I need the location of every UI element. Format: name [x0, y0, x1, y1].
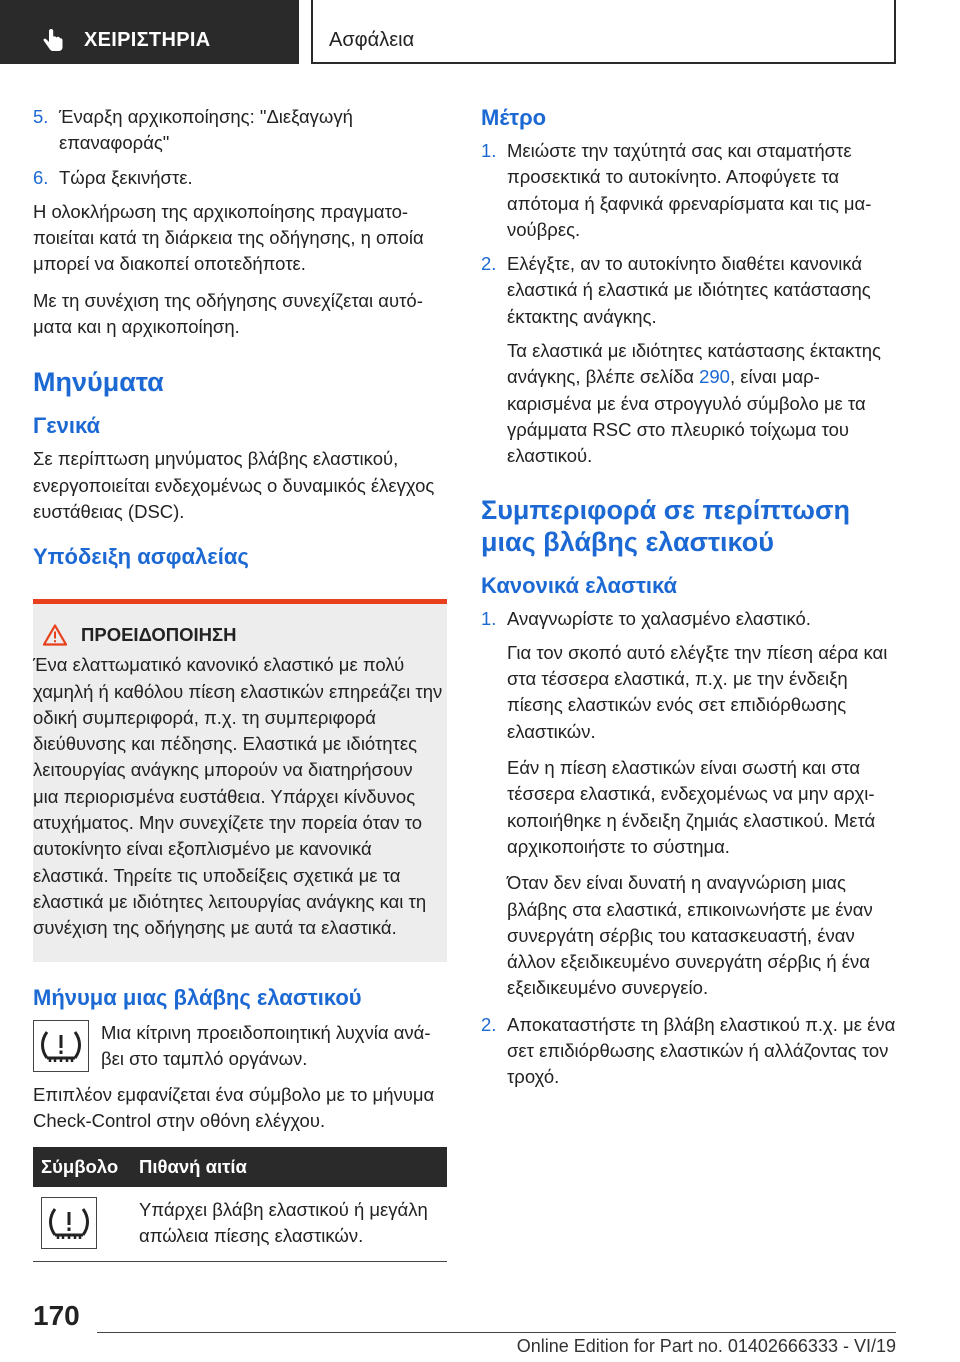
list-item — [33, 104, 447, 157]
warning-title: ΠΡΟΕΙΔΟΠΟΙΗΣΗ — [81, 624, 237, 646]
step-note: Όταν δεν είναι δυνατή η αναγνώριση μιας βλάβης στα ελαστικά, επικοινωνήστε με έναν συνεργάτη σέρβις του κατασκευαστή, έναν άλλον εξειδικευμένο συνεργάτη σέρβις ή ένα εξειδικευμένο συνεργείο. — [507, 872, 873, 999]
warning-lamp-text: Μια κίτρινη προειδοποιητική λυχνία ανάβει στο ταμπλό οργάνων. — [101, 1021, 431, 1069]
step-text: Έναρξη αρχικοποίησης: "Διεξαγωγή επαναφοράς" — [59, 106, 353, 154]
step-number: 6. — [33, 166, 49, 188]
step-text: Αναγνωρίστε το χαλασμένο ελαστικό. — [507, 607, 811, 629]
table-cell-cause: Υπάρχει βλάβη ελαστικού ή μεγάλη απώλεια πίεσης ελαστικών. — [131, 1187, 447, 1262]
step-note-text: , είναι μαρκαρισμένα με ένα στρογγυλό σύμβολο με τα γράμματα RSC στο πλευρικό τοίχωμα του ελαστικού. — [507, 366, 866, 467]
step-note: Για τον σκοπό αυτό ελέγξτε την πίεση αέρα και στα τέσσερα ελαστικά, π.χ. με την ένδειξη πίεσης ελαστικών ενός σετ επιδιόρθωσης ελαστικών. — [507, 641, 888, 742]
warning-text: Ένα ελαττωματικό κανονικό ελαστικό με πολύ χαμηλή ή καθόλου πίεση ελαστικών επηρεάζει την οδική συμπεριφορά, π.χ. τη συμπεριφορά διεύθυνσης και πέδησης. Ελαστικά με ιδιότητες λειτουργίας ανάγκης μπορούν να διατηρήσουν μια περιορισμένα ευστάθεια. Υπάρχει κίνδυνος ατυχήματος. Μην συνεχίζετε την πορεία όταν το αυτοκίνητο είναι εξοπλισμένο με κανονικά ελαστικά. Τηρείτε τις υποδείξεις σχετικά με τα ελαστικά με ιδιότητες λειτουργίας ανάγκης και τη συνέχιση της οδήγησης με αυτά τα ελαστικά. — [33, 654, 443, 939]
warning-lamp-row — [33, 1020, 447, 1073]
list-item — [33, 165, 447, 191]
paragraph: Με τη συνέχιση της οδήγησης συνεχίζεται αυτόματα και η αρχικοποίηση. — [33, 289, 423, 338]
paragraph: Η ολοκλήρωση της αρχικοποίησης πραγματοποιείται κατά τη διάρκεια της οδήγησης, η οποία μπορεί να διακοπεί οποτεδήποτε. — [33, 200, 424, 275]
step-number: 5. — [33, 106, 49, 127]
step-number: 2. — [481, 1013, 497, 1035]
chapter-header — [311, 0, 896, 64]
warning-header — [33, 624, 443, 646]
step-number: 2. — [481, 253, 497, 275]
pointing-hand-icon — [40, 28, 66, 54]
step-text: Αποκαταστήστε τη βλάβη ελαστικού π.χ. με ένα σετ επιδιόρθωσης ελαστικών ή αλλάζοντας τον τροχό. — [507, 1013, 896, 1088]
list-item — [481, 606, 896, 632]
paragraph: Επιπλέον εμφανίζεται ένα σύμβολο με το μήνυμα Check-Control στην οθόνη ελέγχου. — [33, 1084, 435, 1132]
page-reference-link[interactable]: 290 — [699, 366, 730, 388]
tire-pressure-warning-icon — [41, 1197, 97, 1249]
manual-section-label: ΧΕΙΡΙΣΤΗΡΙΑ — [84, 29, 211, 51]
warning-box — [33, 599, 447, 961]
heading-general: Γενικά — [33, 413, 101, 439]
step-text: Τώρα ξεκινήστε. — [59, 166, 193, 188]
chapter-title: Ασφάλεια — [329, 29, 415, 51]
paragraph: Σε περίπτωση μηνύματος βλάβης ελαστικού, ενεργοποιείται ενδεχομένως ο δυναμικός έλεγχος ευστάθειας (DSC). — [33, 448, 435, 522]
step-number: 1. — [481, 607, 497, 629]
table-header-cause: Πιθανή αιτία — [131, 1147, 447, 1187]
step-note: Εάν η πίεση ελαστικών είναι σωστή και στα τέσσερα ελαστικά, ενδεχομένως να μην αρχικοποιήθηκε η ένδειξη ζημιάς ελαστικού. Μετά αρχικοποιήστε το σύστημα. — [507, 757, 876, 857]
step-number: 1. — [481, 140, 497, 161]
heading-measures: Μέτρο — [481, 105, 547, 130]
list-item — [481, 1012, 896, 1091]
list-item — [481, 251, 896, 330]
edition-note: Online Edition for Part no. 01402666333 - VI/19 — [516, 1336, 896, 1356]
symbol-table — [33, 1147, 447, 1263]
heading-messages: Μηνύματα — [33, 367, 164, 398]
footer-divider — [97, 1332, 896, 1333]
step-note — [481, 338, 896, 469]
manual-section-tab[interactable] — [0, 0, 299, 64]
left-column — [33, 104, 447, 1262]
tire-pressure-warning-icon — [33, 1020, 89, 1072]
heading-normal-tires: Κανονικά ελαστικά — [481, 572, 678, 598]
heading-tire-message: Μήνυμα μιας βλάβης ελαστικού — [33, 984, 362, 1010]
step-text: Μειώστε την ταχύτητά σας και σταματήστε προσεκτικά το αυτοκίνητο. Αποφύγετε τα απότομα ή ξαφνικά φρεναρίσματα και τις μανούβρες. — [507, 140, 872, 240]
step-text: Ελέγξτε, αν το αυτοκίνητο διαθέτει κανονικά ελαστικά ή ελαστικά με ιδιότητες κατάστασης έκτακτης ανάγκης. — [507, 253, 871, 327]
table-row — [33, 1187, 447, 1262]
step-note-text: Τα ελαστικά με ιδιότητες κατάστασης έκτακτης ανάγκης, βλέπε σελίδα — [507, 340, 881, 388]
page-number: 170 — [33, 1300, 80, 1331]
list-item — [481, 138, 896, 243]
table-header-symbol: Σύμβολο — [33, 1147, 131, 1187]
right-column — [481, 104, 896, 1099]
warning-triangle-icon — [43, 624, 67, 646]
table-cell-symbol — [33, 1187, 131, 1262]
heading-safety-note: Υπόδειξη ασφαλείας — [33, 544, 249, 570]
heading-tire-failure-behavior: Συμπεριφορά σε περίπτωση μιας βλάβης ελαστικού — [481, 494, 850, 557]
